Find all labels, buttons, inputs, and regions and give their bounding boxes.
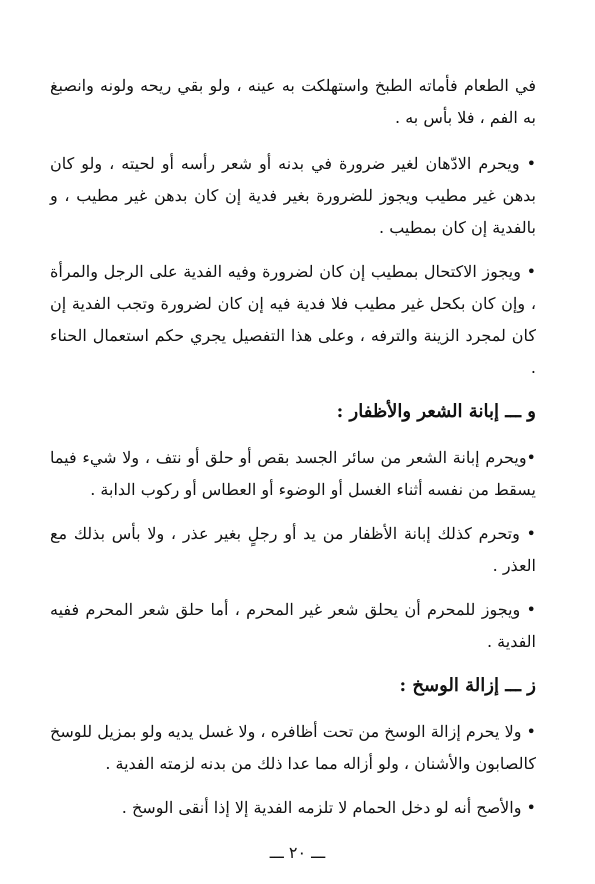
paragraph-continuation: في الطعام فأماته الطبخ واستهلكت به عينه ، ولو بقي ريحه ولونه وانصبغ به الفم ، فلا بأس به . bbox=[50, 76, 536, 127]
paragraph-shaving-others: • ويجوز للمحرم أن يحلق شعر غير المحرم ، أما حلق شعر المحرم ففيه الفدية . bbox=[50, 600, 536, 651]
paragraph-hair-removal: •ويحرم إبانة الشعر من سائر الجسد بقص أو حلق أو نتف ، ولا شيء فيما يسقط من نفسه أثناء الغسل أو الوضوء أو العطاس أو ركوب الدابة . bbox=[50, 448, 536, 499]
page-number: ـــ ٢٠ ـــ bbox=[269, 843, 326, 862]
page-body bbox=[50, 70, 536, 836]
paragraph-nail-removal: • وتحرم كذلك إبانة الأظفار من يد أو رجلٍ بغير عذر ، ولا بأس بذلك مع العذر . bbox=[50, 524, 536, 575]
section-heading-hair-nails: و ـــ إبانة الشعر والأظفار : bbox=[336, 401, 536, 422]
paragraph-dirt-removal: • ولا يحرم إزالة الوسخ من تحت أظافره ، ولا غسل يديه ولو بمزيل للوسخ كالصابون والأشنان ، ولو أزاله مما عدا ذلك من بدنه لزمته الفدية . bbox=[50, 722, 536, 773]
section-heading-dirt-removal: ز ـــ إزالة الوسخ : bbox=[399, 675, 536, 696]
paragraph-oil-anointing: • ويحرم الادّهان لغير ضرورة في بدنه أو شعر رأسه أو لحيته ، ولو كان بدهن غير مطيب ويجوز للضرورة بغير فدية إن كان بدهن غير مطيب ، و بالفدية إن كان بمطيب . bbox=[50, 154, 537, 237]
paragraph-kohl: • ويجوز الاكتحال بمطيب إن كان لضرورة وفيه الفدية على الرجل والمرأة ، وإن كان بكحل غير مطيب فلا فدية فيه إن كان لضرورة وتجب الفدية إن كان لمجرد الزينة والترفه ، وعلى هذا التفصيل يجري حكم استعمال الحناء . bbox=[50, 262, 536, 377]
paragraph-bathhouse: • والأصح أنه لو دخل الحمام لا تلزمه الفدية إلا إذا أنقى الوسخ . bbox=[121, 798, 536, 817]
